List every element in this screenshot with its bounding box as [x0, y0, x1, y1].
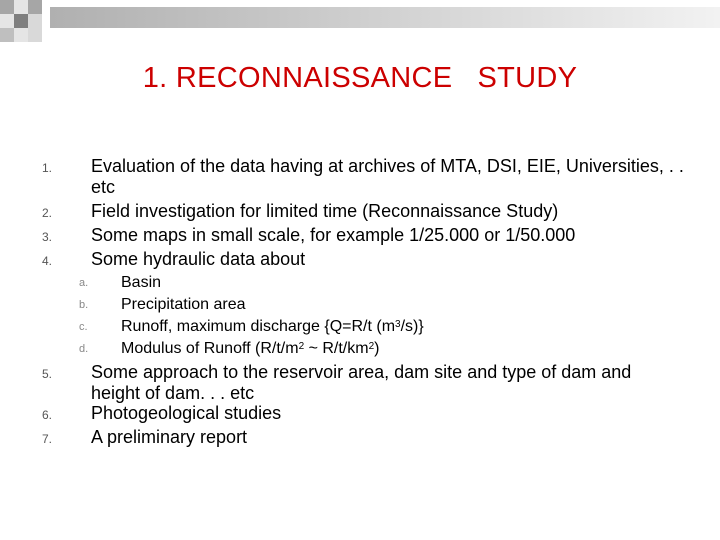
sub-list-text: Basin [121, 274, 162, 291]
list-number: 2. [42, 206, 53, 220]
list-text: Some maps in small scale, for example 1/25.000 or 1/50.000 [91, 225, 576, 245]
sub-list-letter: d. [79, 343, 89, 355]
list-number: 6. [42, 408, 53, 422]
list-text: Evaluation of the data having at archives of MTA, DSI, EIE, Universities, . . etc [91, 156, 684, 197]
sub-list-text: Modulus of Runoff ($R/t/m^2$ ~ $R/t/km^2$) [121, 340, 380, 357]
sub-list-letter: c. [79, 321, 88, 333]
list-text: A preliminary report [91, 427, 248, 447]
list-number: 4. [42, 254, 53, 268]
list-text: Some approach to the reservoir area, dam site and type of dam and height of dam. . . etc [91, 362, 632, 403]
list-number: 3. [42, 230, 53, 244]
sub-list-letter: a. [79, 277, 89, 289]
list-number: 5. [42, 367, 53, 381]
list-text: Photogeological studies [91, 403, 282, 423]
list-text: Field investigation for limited time (Reconnaissance Study) [91, 201, 559, 221]
slide-title: 1. RECONNAISSANCE STUDY [142, 62, 578, 94]
decorative-header-squares [0, 0, 720, 50]
list-number: 7. [42, 432, 53, 446]
sub-list-text: Runoff, maximum discharge {Q=R/t $(m^3/s)$} [121, 318, 424, 335]
sub-list-text: Precipitation area [121, 296, 246, 313]
list-number: 1. [42, 161, 53, 175]
list-text: Some hydraulic data about [91, 249, 306, 269]
sub-list-letter: b. [79, 299, 89, 311]
